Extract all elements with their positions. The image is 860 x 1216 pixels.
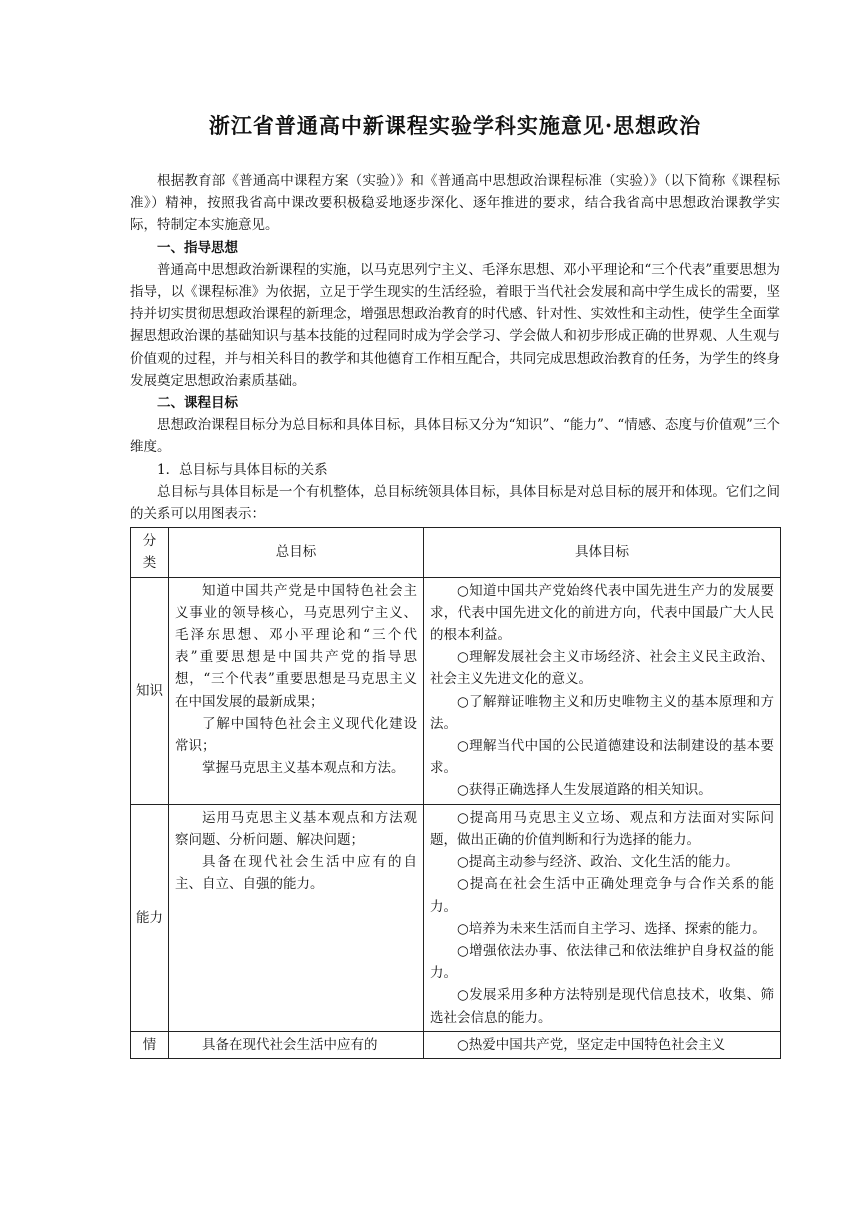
goal-relationship-paragraph: 总目标与具体目标是一个有机整体，总目标统领具体目标，具体目标是对总目标的展开和体现。它们之间的关系可以用图表示： xyxy=(130,483,780,523)
row-category: 能力 xyxy=(131,804,169,1031)
goals-table xyxy=(130,527,781,1059)
intro-paragraph: 根据教育部《普通高中课程方案（实验）》和《普通高中思想政治课程标准（实验）》（以下简称《课程标准》）精神，按照我省高中课改要积极稳妥地逐步深化、逐年推进的要求，结合我省高中思想政治课教学实际，特制定本实施意见。 xyxy=(130,173,780,234)
header-specific-goal: 具体目标 xyxy=(424,528,781,577)
section-heading-course-goals: 二、课程目标 xyxy=(157,395,238,412)
specific-goal-item: ○培养为未来生活而自主学习、选择、探索的能力。 xyxy=(457,920,766,937)
document-page xyxy=(130,110,780,1059)
table-row xyxy=(131,577,781,804)
specific-goal-item: ○提高用马克思主义立场、观点和方法面对实际问题，做出正确的价值判断和行为选择的能力。 xyxy=(430,809,774,848)
specific-goal-item: ○获得正确选择人生发展道路的相关知识。 xyxy=(457,782,712,799)
specific-goal-item: ○了解辩证唯物主义和历史唯物主义的基本原理和方法。 xyxy=(430,693,774,732)
general-goal-item: 掌握马克思主义基本观点和方法。 xyxy=(202,760,405,777)
subheading-goal-relationship: 1．总目标与具体目标的关系 xyxy=(157,461,328,478)
specific-goal-item: ○增强依法办事、依法律己和依法维护自身权益的能力。 xyxy=(430,942,774,982)
specific-goal-cell xyxy=(424,577,781,804)
table-row xyxy=(131,804,781,1031)
table-row xyxy=(131,1031,781,1058)
specific-goal-cell xyxy=(424,1031,781,1058)
specific-goal-cell xyxy=(424,804,781,1031)
table-header-row xyxy=(131,528,781,577)
general-goal-item: 具备在现代社会生活中应有的 xyxy=(202,1036,378,1053)
general-goal-item: 了解中国特色社会主义现代化建设常识； xyxy=(175,715,417,755)
general-goal-item: 具备在现代社会生活中应有的自主、自立、自强的能力。 xyxy=(175,854,417,893)
document-title: 浙江省普通高中新课程实验学科实施意见·思想政治 xyxy=(208,113,702,138)
specific-goal-item: ○热爱中国共产党，坚定走中国特色社会主义 xyxy=(457,1036,726,1053)
header-general-goal: 总目标 xyxy=(169,528,424,577)
specific-goal-item: ○理解当代中国的公民道德建设和法制建设的基本要求。 xyxy=(430,738,774,777)
specific-goal-item: ○提高主动参与经济、政治、文化生活的能力。 xyxy=(457,854,739,871)
header-category: 分类 xyxy=(131,528,169,577)
course-goals-paragraph: 思想政治课程目标分为总目标和具体目标，具体目标又分为“知识”、“能力”、“情感、态度与价值观”三个维度。 xyxy=(130,417,780,456)
general-goal-cell xyxy=(169,1031,424,1058)
guiding-thought-paragraph: 普通高中思想政治新课程的实施，以马克思列宁主义、毛泽东思想、邓小平理论和“三个代表”重要思想为指导，以《课程标准》为依据，立足于学生现实的生活经验，着眼于当代社会发展和高中学生成长的需要，坚持并切实贯彻思想政治课程的新理念，增强思想政治教育的时代感、针对性、实效性和主动性，使学生全面掌握思想政治课的基础知识与基本技能的过程同时成为学会学习、学会做人和初步形成正确的世界观、人生观与价值观的过程，并与相关科目的教学和其他德育工作相互配合，共同完成思想政治教育的任务，为学生的终身发展奠定思想政治素质基础。 xyxy=(130,261,780,389)
general-goal-item: 运用马克思主义基本观点和方法观察问题、分析问题、解决问题； xyxy=(175,809,417,848)
general-goal-cell xyxy=(169,804,424,1031)
specific-goal-item: ○知道中国共产党始终代表中国先进生产力的发展要求，代表中国先进文化的前进方向，代表中国最广大人民的根本利益。 xyxy=(430,582,774,644)
specific-goal-item: ○提高在社会生活中正确处理竞争与合作关系的能力。 xyxy=(430,876,774,915)
row-category: 情 xyxy=(131,1031,169,1058)
specific-goal-item: ○发展采用多种方法特别是现代信息技术，收集、筛选社会信息的能力。 xyxy=(430,987,774,1026)
general-goal-item: 知道中国共产党是中国特色社会主义事业的领导核心，马克思列宁主义、毛泽东思想、邓小平理论和“三个代表”重要思想是中国共产党的指导思想，“三个代表”重要思想是马克思主义在中国发展的最新成果； xyxy=(175,582,417,710)
section-heading-guiding-thought: 一、指导思想 xyxy=(157,239,238,256)
row-category: 知识 xyxy=(131,577,169,804)
specific-goal-item: ○理解发展社会主义市场经济、社会主义民主政治、社会主义先进文化的意义。 xyxy=(430,649,774,688)
general-goal-cell xyxy=(169,577,424,804)
